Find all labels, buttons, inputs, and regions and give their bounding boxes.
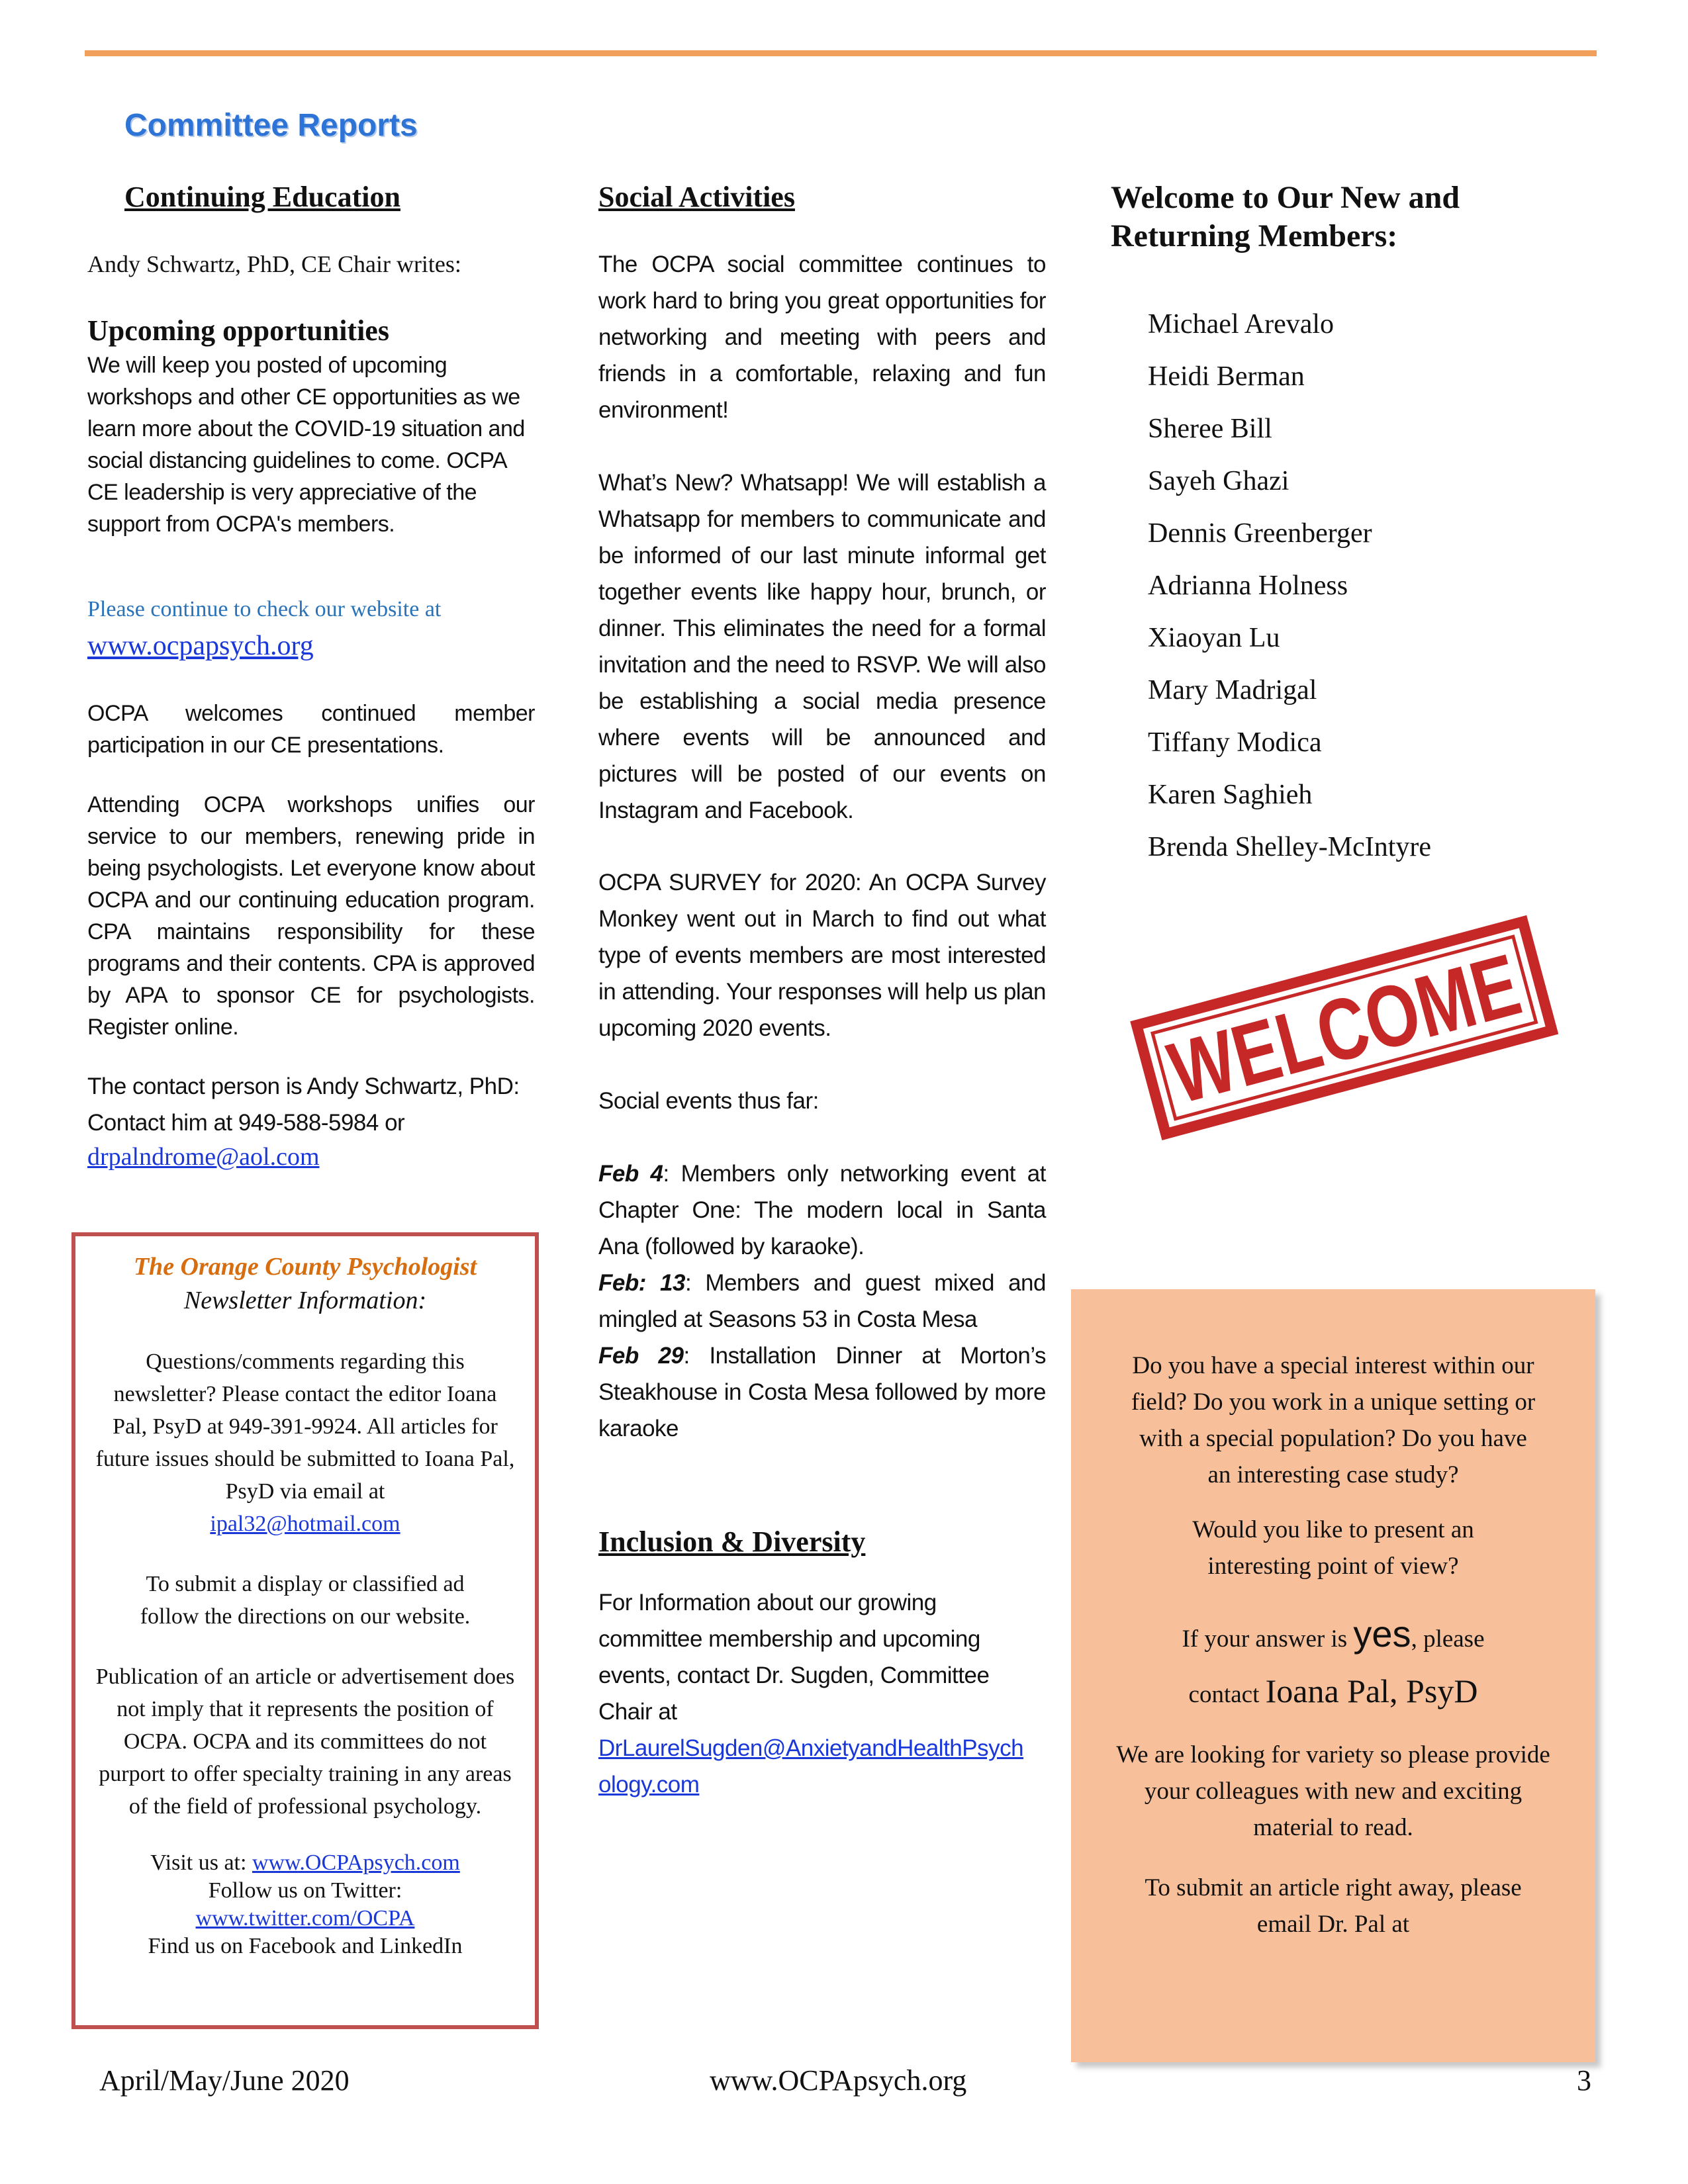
welcomes-text: OCPA welcomes continued member participation in our CE presentations.: [87, 701, 535, 758]
inclusion-email-line-2: ology.com: [598, 1772, 700, 1797]
member-name: Sayeh Ghazi: [1148, 466, 1289, 496]
member-name: Heidi Berman: [1148, 361, 1305, 392]
newsletter-info-content: [75, 1236, 535, 1960]
event-text: : Members only networking event at Chapter One: The modern local in Santa Ana (followed by karaoke).: [598, 1161, 1046, 1259]
member-name: Brenda Shelley-McIntyre: [1148, 832, 1432, 862]
event-item: [598, 1338, 1046, 1447]
twitter-link[interactable]: www.twitter.com/OCPA: [195, 1906, 415, 1931]
newsletter-questions: [95, 1345, 515, 1540]
member-name: Karen Saghieh: [1148, 780, 1313, 810]
event-text: : Installation Dinner at Morton’s Steakhouse in Costa Mesa followed by more karaoke: [598, 1343, 1046, 1441]
social-events-label: Social events thus far:: [598, 1088, 819, 1114]
member-name: Michael Arevalo: [1148, 309, 1335, 340]
newsletter-links: [75, 1849, 535, 1960]
newsletter-ads-text: To submit a display or classified ad follow the directions on our website.: [140, 1572, 471, 1629]
newsletter-questions-text: Questions/comments regarding this newsletter? Please contact the editor Ioana Pal, PsyD at 949-391-9924. All articles for future issues should be submitted to Ioana Pal, PsyD via email at: [95, 1349, 515, 1504]
social-text: Find us on Facebook and LinkedIn: [148, 1934, 463, 1958]
call-for-articles-content: [1071, 1289, 1595, 1942]
website-link[interactable]: www.ocpapsych.org: [87, 631, 314, 661]
stamp-text: WELCOME: [1159, 909, 1626, 1122]
attending-text: Attending OCPA workshops unifies our service to our members, renewing pride in being psychologists. Let everyone know about OCPA and our continuing education program. CPA maintains responsibility for these programs and their contents. CPA is approved by APA to sponsor CE for psychologists. Register online.: [87, 792, 535, 1040]
event-date: Feb 29: [598, 1343, 684, 1369]
social-whatsapp: What’s New? Whatsapp! We will establish a Whatsapp for members to communicate and be informed of our last minute informal get together events like happy hour, brunch, or dinner. This eliminates the need for a formal invitation and the need to RSVP. We will also be establishing a social media presence where events will be announced and pictures will be posted of our events on Instagram and Facebook.: [598, 470, 1046, 823]
welcome-stamp-icon: [1125, 893, 1626, 1158]
visit-label: Visit us at:: [150, 1850, 252, 1875]
footer-website[interactable]: www.OCPApsych.org: [710, 2064, 967, 2097]
event-item: [598, 1156, 1046, 1265]
ce-contact-email[interactable]: drpalndrome@aol.com: [87, 1143, 320, 1171]
newsletter-subtitle: Newsletter Information:: [183, 1287, 427, 1314]
member-name: Mary Madrigal: [1148, 675, 1317, 705]
callout-contact-label: contact: [1188, 1681, 1266, 1708]
callout-variety: We are looking for variety so please provide your colleagues with new and exciting material to read.: [1116, 1741, 1550, 1841]
callout-submit: To submit an article right away, please email Dr. Pal at: [1145, 1874, 1522, 1938]
footer-issue: April/May/June 2020: [99, 2064, 350, 2097]
website-note: Please continue to check our website at: [87, 597, 442, 621]
event-date: Feb: 13: [598, 1270, 685, 1296]
inclusion-email-link[interactable]: [598, 1730, 1022, 1803]
callout-mid: , please: [1411, 1625, 1485, 1653]
newsletter-info-box: [71, 1232, 539, 2029]
social-survey: OCPA SURVEY for 2020: An OCPA Survey Monkey went out in March to find out what type of events members are most interested in attending. Your responses will help us plan upcoming 2020 events.: [598, 870, 1046, 1041]
member-name: Tiffany Modica: [1148, 727, 1322, 758]
upcoming-text: We will keep you posted of upcoming workshops and other CE opportunities as we learn more about the COVID-19 situation and social distancing guidelines to come. OCPA CE leadership is very appreciative of the support from OCPA's members.: [87, 353, 525, 537]
callout-interest: Do you have a special interest within our field? Do you work in a unique setting or with a special population? Do you have an interesting case study?: [1131, 1352, 1536, 1488]
newsletter-disclaimer: Publication of an article or advertisement does not imply that it represents the position of OCPA. OCPA and its committees do not purport to offer specialty training in any areas of the field of professional psychology.: [95, 1664, 515, 1819]
social-intro: The OCPA social committee continues to work hard to bring you great opportunities for networking and meeting with peers and friends in a comfortable, relaxing and fun environment!: [598, 251, 1046, 423]
editor-email-link[interactable]: ipal32@hotmail.com: [210, 1512, 400, 1536]
upcoming-heading: Upcoming opportunities: [87, 314, 389, 347]
visit-line: [75, 1849, 535, 1877]
contact-block: [87, 1068, 535, 1141]
event-text: : Members and guest mixed and mingled at Seasons 53 in Costa Mesa: [598, 1270, 1046, 1332]
visit-link[interactable]: www.OCPApsych.com: [252, 1850, 460, 1875]
contact-line-1: The contact person is Andy Schwartz, PhD:: [87, 1073, 520, 1099]
callout-contact: [1098, 1608, 1569, 1721]
event-item: [598, 1265, 1046, 1338]
call-for-articles-box: [1071, 1289, 1595, 2062]
ce-lead: Andy Schwartz, PhD, CE Chair writes:: [87, 251, 461, 277]
callout-present: Would you like to present an interesting point of view?: [1192, 1516, 1474, 1580]
callout-editor-name: Ioana Pal, PsyD: [1265, 1672, 1478, 1709]
callout-prefix: If your answer is: [1182, 1625, 1354, 1653]
event-date: Feb 4: [598, 1161, 663, 1187]
member-name: Adrianna Holness: [1148, 570, 1348, 601]
social-events-list: [598, 1156, 1046, 1447]
inclusion-text: For Information about our growing committee membership and upcoming events, contact Dr. Sugden, Committee Chair at: [598, 1590, 990, 1725]
member-name: Sheree Bill: [1148, 414, 1272, 444]
header-accent-bar: [85, 50, 1597, 56]
callout-yes: yes: [1353, 1613, 1411, 1655]
social-heading: Social Activities: [598, 181, 795, 213]
inclusion-email-line-1: DrLaurelSugden@AnxietyandHealthPsych: [598, 1735, 1024, 1761]
welcome-stamp-image: [1125, 893, 1626, 1158]
footer-page-number: 3: [1577, 2064, 1591, 2097]
welcome-heading: Welcome to Our New and Returning Members:: [1111, 180, 1460, 253]
ce-heading: Continuing Education: [124, 181, 400, 213]
member-name: Dennis Greenberger: [1148, 518, 1372, 549]
newsletter-title: The Orange County Psychologist: [133, 1253, 477, 1281]
twitter-label: Follow us on Twitter:: [208, 1878, 402, 1903]
inclusion-block: [598, 1584, 1022, 1803]
section-title: Committee Reports: [124, 108, 418, 143]
member-name: Xiaoyan Lu: [1148, 623, 1280, 653]
inclusion-heading: Inclusion & Diversity: [598, 1525, 866, 1558]
contact-line-2: Contact him at 949-588-5984 or: [87, 1110, 405, 1136]
